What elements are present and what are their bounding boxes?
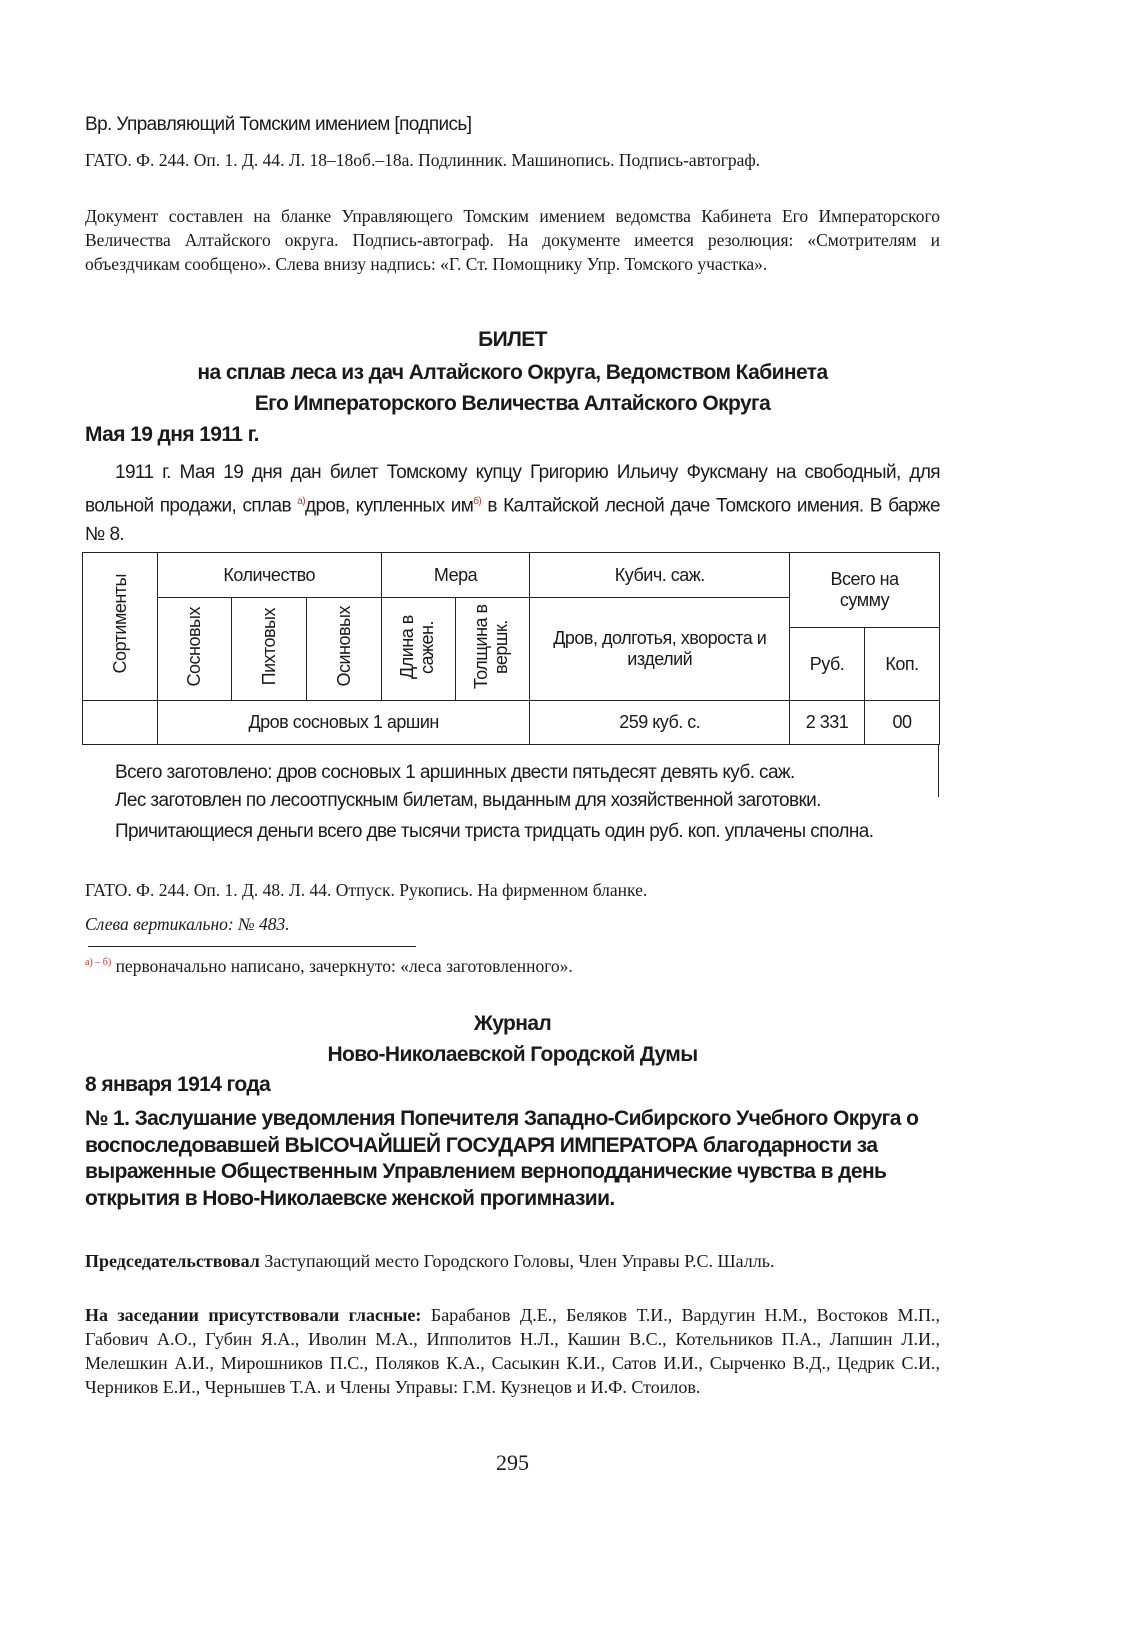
header-thickness: Толщина в вершк. — [455, 598, 530, 701]
ticket-subtitle-2: Его Императорского Величества Алтайского Округа — [254, 392, 771, 415]
ticket-date: Мая 19 дня 1911 г. — [85, 423, 259, 446]
ticket-source: ГАТО. Ф. 244. Оп. 1. Д. 48. Л. 44. Отпуск. Рукопись. На фирменном бланке. — [85, 880, 648, 900]
cell-cubic: 259 куб. с. — [530, 701, 790, 745]
cell-kop: 00 — [865, 701, 940, 745]
header-length: Длина в сажен. — [381, 598, 455, 701]
journal-item: № 1. Заслушание уведомления Попечителя Западно-Сибирского Учебного Округа о воспоследовавшей ВЫСОЧАЙШЕЙ ГОСУДАРЯ ИМПЕРАТОРА благодарности за выраженные Общественным Управлением верноподданические чувства в день открытия в Ново-Николаевске женской прогимназии. — [85, 1107, 919, 1210]
para-text: в Калтайской лесной даче Томского имения. В барже № 8. — [85, 495, 940, 546]
ticket-paragraph — [85, 458, 940, 549]
journal-date: 8 января 1914 года — [85, 1073, 271, 1096]
ticket-note: Слева вертикально: № 483. — [85, 914, 290, 934]
ticket-subtitle-1: на сплав леса из дач Алтайского Округа, Ведомством Кабинета — [197, 361, 828, 384]
footnote — [85, 956, 940, 977]
para-text: дров, купленных им — [304, 495, 474, 517]
chair-paragraph — [85, 1250, 940, 1273]
footnote-mark-a: а) — [297, 496, 305, 507]
footnote-text: первоначально написано, зачеркнуто: «леса заготовленного». — [111, 956, 573, 976]
after-line-3: Причитающиеся деньги всего две тысячи триста тридцать один руб. коп. уплачены сполна. — [115, 821, 874, 842]
header-measure: Мера — [381, 553, 530, 598]
header-sorts: Сортименты — [83, 553, 158, 701]
header-cubic-items: Дров, долготья, хвороста и изделий — [530, 598, 790, 701]
journal-title: Журнал — [473, 1012, 552, 1035]
header-total: Всего на сумму — [790, 553, 940, 628]
header-kop: Коп. — [865, 628, 940, 701]
cell-empty — [83, 701, 158, 745]
archive-note: Документ составлен на бланке Управляющего Томским имением ведомства Кабинета Его Императорского Величества Алтайского округа. Подпись-автограф. На документе имеется резолюция: «Смотрителям и объездчикам сообщено». Слева внизу надпись: «Г. Ст. Помощнику Упр. Томского участка». — [85, 206, 940, 274]
cell-rub: 2 331 — [790, 701, 865, 745]
archive-source: ГАТО. Ф. 244. Оп. 1. Д. 44. Л. 18–18об.–18а. Подлинник. Машинопись. Подпись-автограф. — [85, 150, 761, 170]
footnote-divider — [88, 946, 416, 947]
after-line-2: Лес заготовлен по лесоотпускным билетам, выданным для хозяйственной заготовки. — [115, 790, 821, 811]
header-pine: Сосновых — [157, 598, 231, 701]
timber-table — [82, 552, 940, 745]
header-rub: Руб. — [790, 628, 865, 701]
cell-desc: Дров сосновых 1 аршин — [157, 701, 530, 745]
para-text: 1911 г. Мая 19 дня дан билет Томскому купцу Григорию Ильичу Фуксману на свободный, для вольной продажи, сплав — [85, 462, 940, 517]
present-label: На заседании присутствовали гласные: — [85, 1305, 422, 1325]
header-aspen: Осиновых — [306, 598, 381, 701]
chair-label: Председательствовал — [85, 1251, 260, 1271]
chair-text: Заступающий место Городского Головы, Член Управы Р.С. Шалль. — [259, 1251, 775, 1271]
header-fir: Пихтовых — [231, 598, 306, 701]
footnote-mark: а) – б) — [85, 957, 112, 969]
ticket-title: БИЛЕТ — [478, 328, 547, 351]
page-number: 295 — [496, 1450, 529, 1475]
journal-subtitle: Ново-Николаевской Городской Думы — [327, 1043, 698, 1066]
present-text: Барабанов Д.Е., Беляков Т.И., Вардугин Н.М., Востоков М.П., Габович А.О., Губин Я.А., Иволин М.А., Ипполитов Н.Л., Кашин В.С., Котельников П.А., Лапшин Л.И., Мелешкин А.И., Мирошников П.С., Поляков К.А., Сасыкин К.И., Сатов И.И., Сырченко В.Д., Цедрик С.И., Черников Е.И., Чернышев Т.А. и Члены Управы: Г.М. Кузнецов и И.Ф. Стоилов. — [85, 1305, 940, 1397]
signature-line: Вр. Управляющий Томским имением [подпись] — [85, 114, 472, 135]
header-quantity: Количество — [157, 553, 381, 598]
footnote-mark-b: б) — [473, 496, 482, 507]
table-row — [83, 701, 940, 745]
present-paragraph — [85, 1303, 940, 1399]
after-line-1: Всего заготовлено: дров сосновых 1 аршинных двести пятьдесят девять куб. саж. — [115, 762, 795, 783]
header-cubic: Кубич. саж. — [530, 553, 790, 598]
